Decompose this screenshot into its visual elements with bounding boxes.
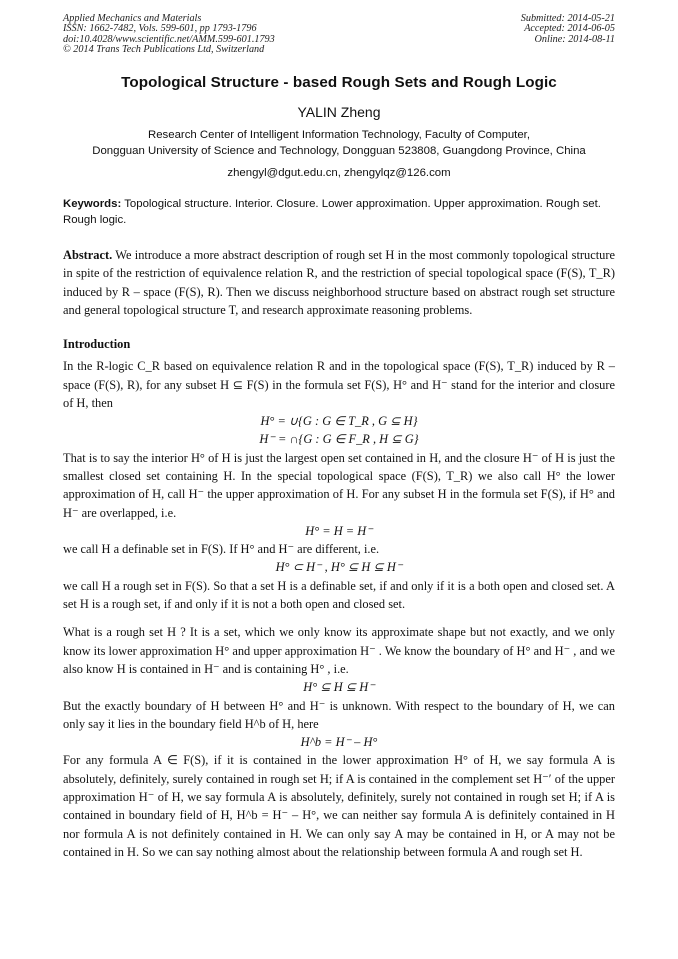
accepted-date: Accepted: 2014-06-05	[524, 23, 615, 35]
intro-paragraph-7: For any formula A ∈ F(S), if it is contained in the lower approximation H° of H, we say formula A is absolutely, definitely, surely contained in rough set H; if A is contained in the complement set H⁻′ of the upper approximation H⁻ of H, we say formula A is absolutely, definitely, surely not contained in rough set H; if A is contained in boundary field of H, H^b = H⁻ – H°, we can neither say formula A is definitely contained in H nor formula A is not definitely contained in H. We can only say A may be contained in H, or A may not be contained in H. So we can say nothing almost about the relationship between formula A and rough set H.	[63, 753, 615, 859]
affiliation-line-1: Research Center of Intelligent Information Technology, Faculty of Computer,	[148, 128, 530, 141]
equation-boundary: H^b = H⁻ – H°	[300, 735, 378, 750]
keywords-text: Topological structure. Interior. Closure. Lower approximation. Upper approximation. Rough set. Rough logic.	[63, 198, 601, 227]
paper-title: Topological Structure - based Rough Sets and Rough Logic	[121, 73, 557, 91]
journal-name: Applied Mechanics and Materials	[63, 13, 202, 24]
equation-definable: H° = H = H⁻	[305, 523, 373, 538]
equation-closure: H⁻ = ∩{G : G ∈ F_R , H ⊆ G}	[259, 432, 419, 447]
issn-line: ISSN: 1662-7482, Vols. 599-601, pp 1793-1796	[63, 23, 257, 35]
equation-containment: H° ⊆ H ⊆ H⁻	[303, 680, 375, 695]
intro-paragraph-6: But the exactly boundary of H between H° and H⁻ is unknown. With respect to the boundary of H, we can only say it lies in the boundary field H^b of H, here	[63, 698, 615, 731]
intro-paragraph-5: What is a rough set H ? It is a set, which we only know its approximate shape but not exactly, and we only know its lower approximation H° and upper approximation H⁻ . We know the boundary of H° and H⁻ , and we also know H is contained in H⁻ and is containing H° , i.e.	[63, 625, 615, 676]
author-email: zhengyl@dgut.edu.cn, zhengylqz@126.com	[227, 167, 451, 180]
intro-paragraph-4: we call H a rough set in F(S). So that a set H is a definable set, if and only if it is a both open and closed set. A set H is a rough set, if and only if it is not a both open and closed set.	[63, 578, 615, 612]
affiliation	[63, 127, 615, 159]
affiliation-line-2: Dongguan University of Science and Technology, Dongguan 523808, Guangdong Province, China	[92, 144, 586, 157]
author-name: YALIN Zheng	[297, 103, 381, 120]
abstract-label: Abstract.	[63, 248, 113, 263]
online-date: Online: 2014-08-11	[534, 33, 615, 45]
abstract-text: We introduce a more abstract description of rough set H in the most commonly topological structure in spite of the restriction of equivalence relation R, and the restriction of special topological space (F(S), T_R) induced by R – space (F(S), R). Then we discuss neighborhood structure based on abstract rough set structure and general topological structure T, and research approximate reasoning problems.	[63, 248, 615, 317]
section-heading-introduction: Introduction	[63, 337, 131, 352]
intro-paragraph-2: That is to say the interior H° of H is just the largest open set contained in H, and the closure H⁻ of H is just the smallest closed set containing H. In the special topological space (F(S), T_R) we also call H° the lower approximation of H, call H⁻ the upper approximation of H. For any subset H in the formula set F(S), if H° and H⁻ are overlapped, i.e.	[63, 450, 615, 520]
abstract	[63, 246, 615, 319]
submitted-date: Submitted: 2014-05-21	[520, 13, 615, 24]
intro-paragraph-1: In the R-logic C_R based on equivalence relation R and in the topological space (F(S), T_R) induced by R – space (F(S), R), for any subset H ⊆ F(S) in the formula set F(S), H° and H⁻ stand for the interior and closure of H, then	[63, 359, 615, 410]
keywords-label: Keywords:	[63, 198, 122, 211]
paragraph-spacer	[63, 613, 615, 623]
journal-info	[63, 14, 275, 56]
equation-interior: H° = ∪{G : G ∈ T_R , G ⊆ H}	[260, 414, 418, 429]
journal-header	[63, 14, 615, 56]
equation-rough: H° ⊂ H⁻ , H° ⊆ H ⊆ H⁻	[275, 560, 403, 575]
copyright-line: © 2014 Trans Tech Publications Ltd, Switzerland	[63, 44, 265, 56]
intro-paragraph-3: we call H a definable set in F(S). If H° and H⁻ are different, i.e.	[63, 542, 380, 557]
submission-dates	[521, 14, 615, 56]
keywords	[63, 196, 615, 228]
doi-line: doi:10.4028/www.scientific.net/AMM.599-601.1793	[63, 33, 275, 45]
